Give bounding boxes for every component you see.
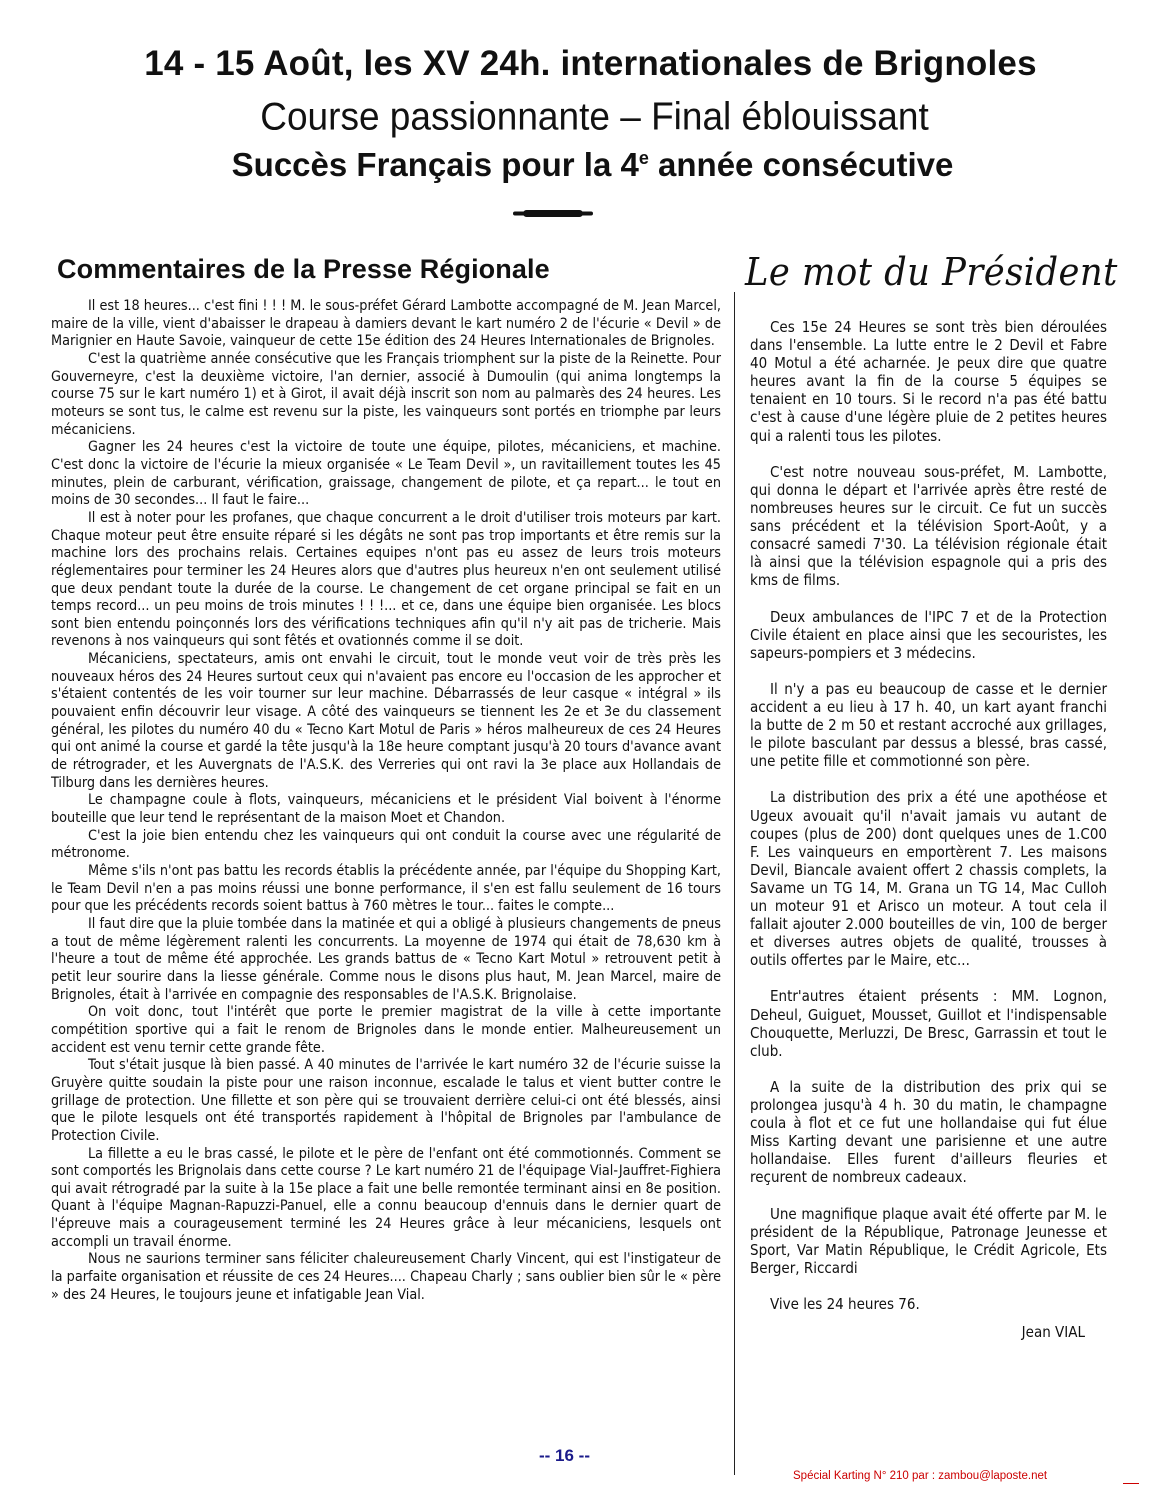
president-paragraph: Ces 15e 24 Heures se sont très bien déroulées dans l'ensemble. La lutte entre le 2 Devil et Fabre 40 Motul a été acharnée. Je peux dire que quatre heures avant la fin de la course 5 équipes se tenaient en 10 tours. Si le record n'a pas été battu c'est à cause d'une légère pluie de 2 petites heures qui a ralenti tous les pilotes. bbox=[750, 318, 1107, 445]
article-paragraph: C'est la quatrième année consécutive que les Français triomphent sur la piste de la Reinette. Pour Gouverneyre, c'est la deuxième victoire, l'an dernier, associé à Dumoulin (qui anima longtemps la course 75 sur le kart numéro 1) et à Girot, il avait déjà inscrit son nom au palmarès des 24 heures. Les moteurs se sont tus, le calme est revenu sur la piste, les vainqueurs sont portés en triomphe par leurs mécaniciens. bbox=[51, 350, 721, 438]
decorative-divider bbox=[513, 209, 593, 218]
article-paragraph: Même s'ils n'ont pas battu les records établis la précédente année, par l'équipe du Shopping Kart, le Team Devil n'en a pas moins réussi une bonne performance, il s'en est fallu seulement de 16 tours pour que les précédents records soient battus à 760 mètres le tour... faites le compte... bbox=[51, 863, 721, 915]
press-comments-column bbox=[51, 298, 721, 1304]
column-divider bbox=[734, 292, 735, 1475]
article-paragraph: Mécaniciens, spectateurs, amis ont envahi le circuit, tout le monde veut voir de très près les nouveaux héros des 24 Heures surtout ceux qui n'avaient pas encore eu l'occasion de les approcher et s'étaient contentés de les voir tourner sur leur machine. Débarrassés de leur casque « intégral » ils pouvaient enfin découvrir leur visage. A côté des vainqueurs se tiennent les 2e et 3e du classement général, les pilotes du numéro 40 du « Tecno Kart Motul de Paris » héros malheureux de ces 24 Heures qui ont animé la course et gardé la tête jusqu'à la 18e heure comptant jusqu'à 20 tours d'avance avant de rétrograder, et les Auvergnats de l'A.S.K. des Verreries qui ont ravi la 3e place aux Hollandais de Tilburg dans les dernières heures. bbox=[51, 651, 721, 791]
article-paragraph: Tout s'était jusque là bien passé. A 40 minutes de l'arrivée le kart numéro 32 de l'écurie suisse la Gruyère quitte soudain la piste pour une raison inconnue, escalade le talus et vient butter contre le grillage de protection. Une fillette et son père qui se trouvaient derrière celui-ci ont été blessés, ainsi que le pilote lesquels ont été transportés rapidement à l'hôpital de Brignoles par l'ambulance de Protection Civile. bbox=[51, 1057, 721, 1144]
footer-credit: Spécial Karting N° 210 par : zambou@laposte.net bbox=[793, 1470, 1048, 1482]
article-paragraph: La fillette a eu le bras cassé, le pilote et le père de l'enfant ont été commotionnés. Comment se sont comportés les Brignolais dans cette course ? Le kart numéro 21 de l'équipage Vial-Jauffret-Fighiera qui avait rétrogradé par la suite à la 15e place a fait une belle remontée terminant ainsi en 8e position. Quant à l'équipe Magnan-Rapuzzi-Panuel, elle a connu beaucoup d'ennuis dans le dernier quart de l'épreuve mais a courageusement terminé les 24 Heures grâce à leur mécaniciens, lesquels ont accompli un travail énorme. bbox=[51, 1145, 721, 1250]
president-heading: Le mot du Président bbox=[745, 250, 1118, 294]
signature: Jean VIAL bbox=[1021, 1323, 1085, 1342]
president-paragraph: La distribution des prix a été une apothéose et Ugeux avouait qu'il n'avait jamais vu autant de coupes (plus de 200) dont quelques unes de 1.C00 F. Les vainqueurs en emportèrent 7. Les maisons Devil, Biancale avaient offert 2 chassis complets, la Savame un TG 14, M. Grana un TG 14, Mac Culloh un moteur 91 et Arisco un moteur. A tout cela il fallait ajouter 2.000 bouteilles de vin, 100 de berger et diverses autres objets de qualité, trousses à outils offertes par le Maire, etc... bbox=[750, 788, 1107, 970]
subtitle: Course passionnante – Final éblouissant bbox=[260, 94, 929, 138]
page-number: -- 16 -- bbox=[539, 1446, 590, 1465]
article-paragraph: Il est 18 heures... c'est fini ! ! ! M. le sous-préfet Gérard Lambotte accompagné de M. Jean Marcel, maire de la ville, vient d'abaisser le drapeau à damiers devant le kart numéro 2 de l'écurie « Devil » de Marignier en Haute Savoie, vainqueur de cette 15e édition des 24 Heures Internationales de Brignoles. bbox=[51, 298, 721, 350]
article-paragraph: Le champagne coule à flots, vainqueurs, mécaniciens et le président Vial boivent à l'énorme bouteille que leur tend le représentant de la maison Moet et Chandon. bbox=[51, 792, 721, 827]
press-comments-heading: Commentaires de la Presse Régionale bbox=[57, 254, 550, 284]
article-paragraph: C'est la joie bien entendu chez les vainqueurs qui ont conduit la course avec une régularité de métronome. bbox=[51, 827, 721, 862]
article-paragraph: Nous ne saurions terminer sans féliciter chaleureusement Charly Vincent, qui est l'instigateur de la parfaite organisation et réussite de ces 24 Heures.... Chapeau Charly ; sans oublier bien sûr le « père » des 24 Heures, le toujours jeune et infatigable Jean Vial. bbox=[51, 1251, 721, 1303]
tagline-part-2: année consécutive bbox=[648, 146, 954, 183]
article-paragraph: Gagner les 24 heures c'est la victoire de toute une équipe, pilotes, mécaniciens, et machine. C'est donc la victoire de l'écurie la mieux organisée « Le Team Devil », un ravitaillement toutes les 45 minutes, plein de carburant, vérification, graissage, changement de pilote, et ça repart... le tout en moins de 30 secondes... Il faut le faire... bbox=[51, 439, 721, 509]
article-paragraph: Il faut dire que la pluie tombée dans la matinée et qui a obligé à plusieurs changements de pneus a tout de même légèrement ralenti les concurrents. La moyenne de 1974 qui était de 78,630 km à l'heure a tout de même été approchée. Les grands battus de « Tecno Kart Motul » retrouvent petit à petit leur sourire dans la liesse générale. Comme nous le disons plus haut, M. Jean Marcel, maire de Brignoles, était à l'arrivée en compagnie des responsables de l'A.S.K. Brignolaise. bbox=[51, 915, 721, 1003]
tagline bbox=[10, 146, 1165, 184]
president-column bbox=[750, 318, 1107, 1359]
footer-dash bbox=[1123, 1483, 1139, 1484]
president-paragraph: A la suite de la distribution des prix qui se prolongea jusqu'à 4 h. 30 du matin, le champagne coula à flot et ce fut une hollandaise qui fut élue Miss Karting devant une parisienne et une autre hollandaise. Elles furent d'ailleurs fleuries et reçurent de nombreux cadeaux. bbox=[750, 1077, 1107, 1187]
president-paragraph: C'est notre nouveau sous-préfet, M. Lambotte, qui donna le départ et l'arrivée après être resté de nombreuses heures sur le circuit. Ce fut un succès sans précédent et la télévision Sport-Août, y a consacré samedi 7'30. La télévision régionale était là ainsi que la télévision espagnole qui a pris des kms de films. bbox=[750, 462, 1107, 590]
president-paragraph: Deux ambulances de l'IPC 7 et de la Protection Civile étaient en place ainsi que les secouristes, les sapeurs-pompiers et 3 médecins. bbox=[750, 607, 1107, 662]
president-paragraph: Entr'autres étaient présents : MM. Lognon, Deheul, Guiguet, Mousset, Guillot et l'indispensable Chouquette, Merluzzi, De Bresc, Garrassin et tout le club. bbox=[750, 987, 1107, 1060]
tagline-superscript: e bbox=[638, 148, 649, 168]
president-paragraph: Il n'y a pas eu beaucoup de casse et le dernier accident a eu lieu à 17 h. 40, un kart ayant franchi la butte de 2 m 50 et restant accroché aux grillages, le pilote basculant par dessus a blessé, bras cassé, une petite fille et commotionné son père. bbox=[750, 679, 1107, 771]
article-paragraph: Il est à noter pour les profanes, que chaque concurrent a le droit d'utiliser trois moteurs par kart. Chaque moteur peut être ensuite réparé si les dégâts ne sont pas trop importants et être remis sur la machine lors des prochains relais. Certaines equipes n'ont pas eu assez de leurs trois moteurs réglementaires pour terminer les 24 Heures alors que d'autres plus heureux n'en ont seulement utilisé que deux pendant toute la durée de la course. Le changement de cet organe principal se fait en un temps record... un peu moins de trois minutes ! ! !... et ce, dans une équipe bien organisée. Les blocs sont bien entendu poinçonnés lors des vérifications techniques afin qu'il n'y ait pas de tricherie. Mais revenons à nos vainqueurs qui sont fêtés et ovationnés comme il se doit. bbox=[51, 509, 721, 650]
page-edge bbox=[0, 0, 6, 1500]
main-title: 14 - 15 Août, les XV 24h. internationales de Brignoles bbox=[144, 44, 1037, 83]
president-paragraph: Une magnifique plaque avait été offerte par M. le président de la République, Patronage Jeunesse et Sport, Var Matin République, le Crédit Agricole, Ets Berger, Riccardi bbox=[750, 1204, 1107, 1277]
article-paragraph: On voit donc, tout l'intérêt que porte le premier magistrat de la ville à cette importante compétition sportive qui a fait le renom de Brignoles dans le monde entier. Malheureusement un accident est venu ternir cette grande fête. bbox=[51, 1004, 721, 1056]
closing-line: Vive les 24 heures 76. bbox=[770, 1295, 920, 1314]
tagline-part-1: Succès Français pour la 4 bbox=[231, 146, 639, 183]
